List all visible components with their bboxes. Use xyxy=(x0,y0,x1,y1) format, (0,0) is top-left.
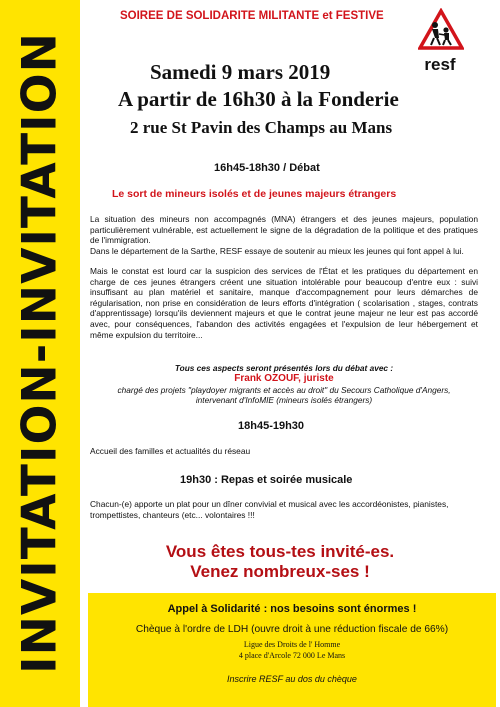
speaker-role: chargé des projets "playdoyer migrants et accès au droit" du Secours Catholique d'Angers, xyxy=(117,384,451,395)
cheque-line: Chèque à l'ordre de LDH (ouvre droit à une réduction fiscale de 66%) xyxy=(135,624,449,635)
speaker-block xyxy=(90,363,478,406)
speaker-role: intervenant d'InfoMIE (mineurs isolés étrangers) xyxy=(195,395,373,406)
cheque-note: Inscrire RESF au dos du chèque xyxy=(227,674,357,684)
event-address: 2 rue St Pavin des Champs au Mans xyxy=(130,118,393,137)
debate-topic: Le sort de mineurs isolés et de jeunes majeurs étrangers xyxy=(112,188,397,200)
dinner-title: 19h30 : Repas et soirée musicale xyxy=(180,474,353,486)
solidarity-box xyxy=(88,593,496,707)
resf-logo xyxy=(418,8,464,80)
dinner-text: Chacun-(e) apporte un plat pour un dîner convivial et musical avec les accordéonistes, pianistes, trompettistes, chanteurs (etc... volontaires !!! xyxy=(90,499,449,520)
call-line-1: Vous êtes tous-tes invité-es. xyxy=(165,542,395,561)
call-line-2: Venez nombreux-ses ! xyxy=(190,562,370,581)
org-address: 4 place d'Arcole 72 000 Le Mans xyxy=(238,651,346,660)
event-date: Samedi 9 mars 2019 xyxy=(150,60,331,84)
event-time-place: A partir de 16h30 à la Fonderie xyxy=(118,87,399,111)
debate-paragraph: Dans le département de la Sarthe, RESF essaye de soutenir au mieux les jeunes qui font appel à lui. xyxy=(90,246,464,256)
solidarity-title: Appel à Solidarité : nos besoins sont énormes ! xyxy=(167,603,417,615)
event-title: SOIREE DE SOLIDARITE MILITANTE et FESTIVE xyxy=(120,10,384,22)
welcome-time: 18h45-19h30 xyxy=(238,420,305,432)
debate-paragraph: Mais le constat est lourd car la suspicion des services de l'État et les pratiques du département en charge de ces jeunes étrangers créent une situation intolérable pour beaucoup d'entre eux : suivi insuffisant au plan matériel et sanitaire, manque d'accompagnement pour leurs démarches de régularisation, non prise en considération de leurs efforts d'intégration ( scolarisation , stages, contrats d'apprentissage) lorsqu'ils deviennent majeurs et que le contrat jeune majeur ne leur est pas accordé avec, pour conséquences, l'abandon des activités engagées et l'expulsion de leur hébergement et même expulsion du territoire... xyxy=(90,266,478,340)
org-name: Ligue des Droits de l' Homme xyxy=(243,640,341,649)
call-to-action xyxy=(150,542,410,582)
debate-paragraph: La situation des mineurs non accompagnés (MNA) étrangers et des jeunes majeurs, population particulièrement vulnérable, est actuellement le signe de la dégradation de la politique et des pratiques de l'immigration. xyxy=(90,214,478,246)
speaker-intro: Tous ces aspects seront présentés lors du débat avec : xyxy=(174,363,394,373)
debate-time: 16h45-18h30 / Débat xyxy=(214,162,320,174)
welcome-text: Accueil des familles et actualités du réseau xyxy=(90,446,251,456)
speaker-name: Frank OZOUF, juriste xyxy=(234,372,334,384)
sidebar-band xyxy=(0,0,80,707)
sidebar-vertical-text: INVITATION-INVITATION xyxy=(12,32,68,674)
logo-text: resf xyxy=(424,55,456,74)
